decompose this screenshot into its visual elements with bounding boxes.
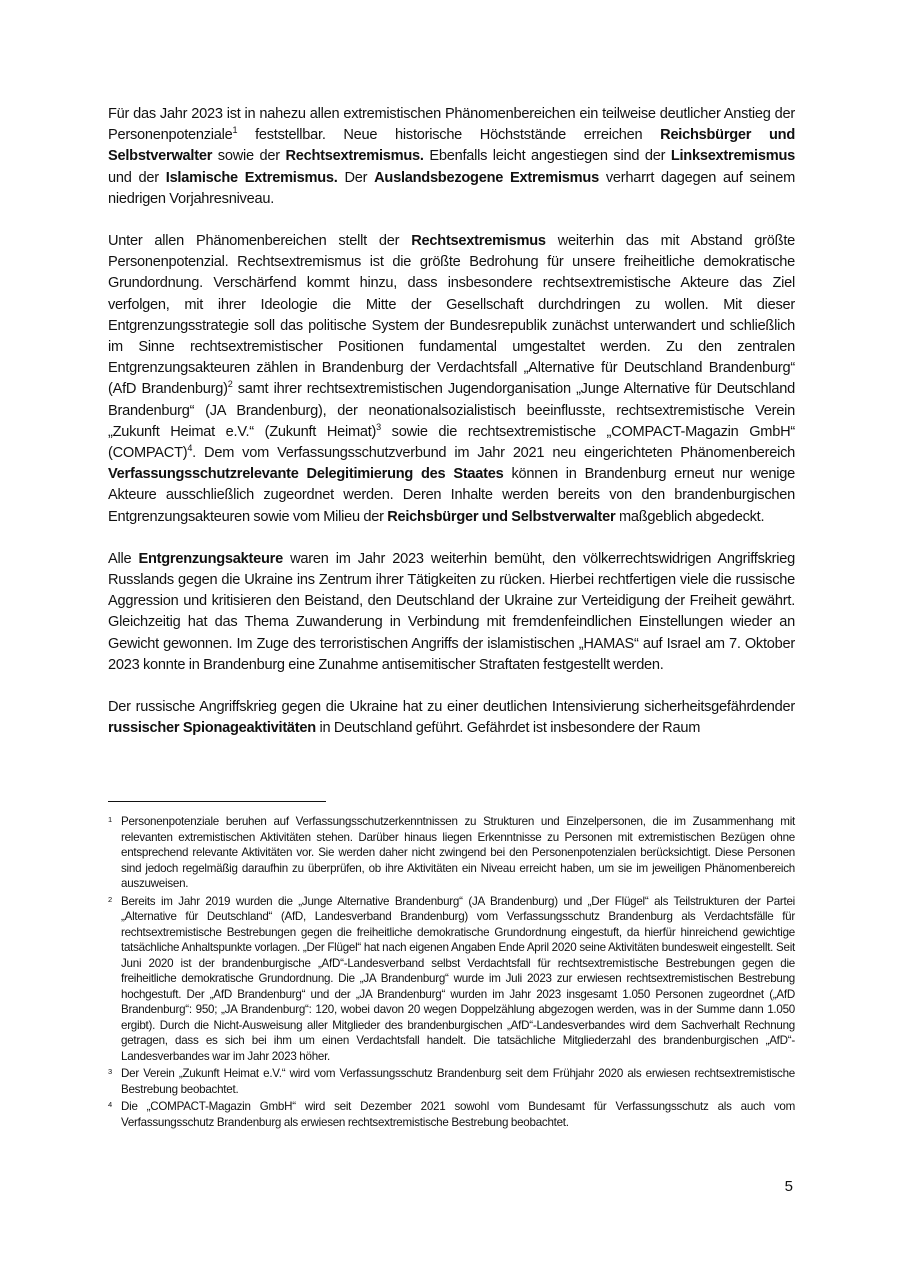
body-text <box>108 104 795 760</box>
footnote-ref: 4 <box>187 443 193 454</box>
paragraph <box>108 549 795 676</box>
paragraph <box>108 697 795 739</box>
footnote <box>108 1099 795 1130</box>
text-run: und der <box>108 169 166 186</box>
footnotes <box>108 814 795 1132</box>
text-run: sowie der <box>212 148 286 165</box>
page-number: 5 <box>784 1178 793 1195</box>
bold-term: Rechtsextremismus. <box>285 148 424 165</box>
paragraph <box>108 104 795 210</box>
bold-term: Entgrenzungsakteure <box>138 550 283 567</box>
text-run: verharrt dagegen auf seinem niedrigen Vorjahresniveau. <box>108 169 796 207</box>
bold-term: Islamische Extremismus. <box>165 169 338 186</box>
footnote <box>108 814 795 892</box>
footnote-text: Der Verein „Zukunft Heimat e.V.“ wird vom Verfassungsschutz Brandenburg seit dem Frühjahr 2020 als erwiesen rechtsextremistische Bestrebung beobachtet. <box>121 1067 795 1096</box>
bold-term: Verfassungsschutzrelevante Delegitimierung des Staates <box>108 466 504 483</box>
footnote-number: 2 <box>108 894 112 904</box>
bold-term: Linksextremismus <box>670 148 795 165</box>
text-run: Ebenfalls leicht angestiegen sind der <box>423 148 671 165</box>
paragraph <box>108 231 795 528</box>
footnote <box>108 894 795 1065</box>
text-run: Alle <box>108 550 139 567</box>
text-run: können in Brandenburg erneut nur wenige Akteure ausschließlich zugeordnet werden. Deren Inhalte werden bereits von den brandenburgischen Entgrenzungsakteuren sowie vom Milieu der <box>108 466 795 525</box>
footnote-text: Die „COMPACT-Magazin GmbH“ wird seit Dezember 2021 sowohl vom Bundesamt für Verfassungsschutz als auch vom Verfassungsschutz Brandenburg als erwiesen rechtsextremistische Bestrebung beobachtet. <box>121 1100 795 1129</box>
footnote-text: Personenpotenziale beruhen auf Verfassungsschutzerkenntnissen zu Strukturen und Einzelpersonen, die im Zusammenhang mit relevanten extremistischen Aktivitäten stehen. Darüber hinaus liegen Erkenntnisse zu Personen mit extremistischen Bezügen ohne entsprechend relevante Aktivitäten vor. Sie werden daher nicht zwingend bei den Personenpotenzialen berücksichtigt. Diese Personen sind jedoch regelmäßig daraufhin zu überprüfen, ob ihre Aktivitäten ein Niveau erreicht haben, um sie im jeweiligen Phänomenbereich auszuweisen. <box>121 815 795 890</box>
footnote-text: Bereits im Jahr 2019 wurden die „Junge Alternative Brandenburg“ (JA Brandenburg) und „Der Flügel“ als Teilstrukturen der Partei „Alternative für Deutschland“ (AfD, Landesverband Brandenburg) vom Verfassungsschutz Brandenburg als Verdachtsfälle für rechtsextremistische Bestrebungen gegen die freiheitliche demokratische Grundordnung eingestuft, da hierfür hinreichend gewichtige tatsächliche Anhaltspunkte vorlagen. „Der Flügel“ hat nach eigenen Angaben Ende April 2020 seine Aktivitäten bundesweit eingestellt. Seit Juni 2020 ist der brandenburgische „AfD“-Landesverband selbst Verdachtsfall für rechtsextremistische Bestrebungen gegen die freiheitliche demokratische Grundordnung. Die „JA Brandenburg“ wurde im Juli 2023 zur erwiesen rechtsextremistischen Bestrebung hochgestuft. Der „AfD Brandenburg“ und der „JA Brandenburg“ wurden im Jahr 2023 insgesamt 1.050 Personen zugeordnet („AfD Brandenburg“: 950; „JA Brandenburg“: 120, wobei davon 20 wegen Doppelzählung abgezogen werden, was in der Summe dann 1.050 ergibt). Durch die Nicht-Ausweisung aller Mitglieder des brandenburgischen „AfD“-Landesverbandes wird dem Sachverhalt Rechnung getragen, dass es sich bei ihm um einen Verdachtsfall handelt. Die tatsächliche Mitgliederzahl des brandenburgischen „AfD“-Landesverbandes war im Jahr 2023 höher. <box>121 894 795 1063</box>
text-run: weiterhin das mit Abstand größte Personenpotenzial. Rechtsextremismus ist die größte Bedrohung für unsere freiheitliche demokratische Grundordnung. Verschärfend kommt hinzu, dass insbesondere rechtsextremistische Akteure das Ziel verfolgen, mit ihrer Ideologie die Mitte der Gesellschaft durchdringen zu wollen. Mit dieser Entgrenzungsstrategie soll das politische System der Bundesrepublik zunächst unterwandert und schließlich im Sinne rechtsextremistischer Positionen fundamental umgestaltet werden. Zu den zentralen Entgrenzungsakteuren zählen in Brandenburg der Verdachtsfall „Alternative für Deutschland Brandenburg“ (AfD Brandenburg) <box>108 233 795 398</box>
bold-term: Reichsbürger und Selbstverwalter <box>387 508 616 525</box>
footnote-ref: 1 <box>232 125 238 136</box>
text-run: Für das Jahr 2023 ist in nahezu allen extremistischen Phänomenbereichen ein teilweise deutlicher Anstieg der Personenpotenziale <box>108 106 795 144</box>
bold-term: russischer Spionageaktivitäten <box>108 720 316 737</box>
text-run: feststellbar. Neue historische Höchststände erreichen <box>237 127 661 144</box>
text-run: samt ihrer rechtsextremistischen Jugendorganisation „Junge Alternative für Deutschland Brandenburg“ (JA Brandenburg), der neonationalsozialistisch beeinflusste, rechtsextremistische Verein „Zukunft Heimat e.V.“ (Zukunft Heimat) <box>108 381 795 440</box>
text-run: . Dem vom Verfassungsschutzverbund im Jahr 2021 neu eingerichteten Phänomenbereich <box>192 445 795 462</box>
bold-term: Auslandsbezogene Extremismus <box>374 169 599 186</box>
footnote-ref: 3 <box>376 421 381 432</box>
bold-term: Rechtsextremismus <box>411 233 546 250</box>
footnote-separator <box>108 801 326 802</box>
text-run: Unter allen Phänomenbereichen stellt der <box>108 233 412 250</box>
footnote-number: 4 <box>108 1100 112 1109</box>
text-run: Der russische Angriffskrieg gegen die Ukraine hat zu einer deutlichen Intensivierung sicherheitsgefährdender <box>108 699 795 716</box>
footnote-number: 1 <box>108 815 112 824</box>
text-run: waren im Jahr 2023 weiterhin bemüht, den völkerrechtswidrigen Angriffskrieg Russlands gegen die Ukraine ins Zentrum ihrer Tätigkeiten zu rücken. Hierbei rechtfertigen viele die russische Aggression und kritisieren den Beistand, den Deutschland der Ukraine zur Verteidigung der Freiheit gewährt. Gleichzeitig hat das Thema Zuwanderung in Verbindung mit fremdenfeindlichen Einstellungen wieder an Gewicht gewonnen. Im Zuge des terroristischen Angriffs der islamistischen „HAMAS“ auf Israel am 7. Oktober 2023 konnte in Brandenburg eine Zunahme antisemitischer Straftaten festgestellt werden. <box>108 550 795 673</box>
text-run: in Deutschland geführt. Gefährdet ist insbesondere der Raum <box>315 720 701 737</box>
bold-term: Reichsbürger und Selbstverwalter <box>108 127 795 165</box>
text-run: Der <box>337 169 375 186</box>
footnote-number: 3 <box>108 1067 112 1076</box>
footnote <box>108 1066 795 1097</box>
text-run: maßgeblich abgedeckt. <box>615 508 765 525</box>
footnote-ref: 2 <box>227 379 233 390</box>
text-run: sowie die rechtsextremistische „COMPACT-Magazin GmbH“ (COMPACT) <box>108 423 795 462</box>
